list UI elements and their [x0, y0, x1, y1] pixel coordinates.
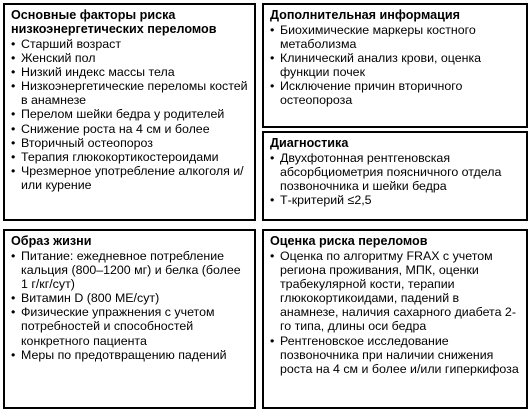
- list-item: • Клинический анализ крови, оценка функции почек: [270, 51, 520, 79]
- additional-info-box: [262, 3, 528, 128]
- fracture-risk-list: [270, 249, 520, 376]
- lifestyle-box: [3, 229, 256, 409]
- list-item: • Снижение роста на 4 см и более: [11, 122, 248, 136]
- list-item: • Старший возраст: [11, 37, 248, 51]
- additional-info-title: Дополнительная информация: [270, 8, 460, 22]
- lifestyle-list: [11, 249, 248, 362]
- list-item: • Питание: ежедневное потребление кальция (800–1200 мг) и белка (более 1 г/кг/сут): [11, 249, 248, 291]
- list-item: • Чрезмерное употребление алкоголя и/или курение: [11, 164, 248, 192]
- list-item: • Физические упражнения с учетом потребностей и способностей конкретного пациента: [11, 305, 248, 347]
- list-item: • Низкий индекс массы тела: [11, 65, 248, 79]
- list-item: • Низкоэнергетические переломы костей в анамнезе: [11, 79, 248, 107]
- list-item: • Женский пол: [11, 51, 248, 65]
- list-item: • Витамин D (800 МЕ/сут): [11, 291, 248, 305]
- additional-info-list: [270, 23, 520, 108]
- list-item: • Рентгеновское исследование позвоночника при наличии снижения роста на 4 см и более и/или гиперкифоза: [270, 334, 520, 376]
- fracture-risk-box: [262, 229, 528, 409]
- list-item: • Двухфотонная рентгеновская абсорбциометрия поясничного отдела позвоночника и шейки бедра: [270, 151, 520, 193]
- list-item: • Перелом шейки бедра у родителей: [11, 107, 248, 121]
- list-item: • Вторичный остеопороз: [11, 136, 248, 150]
- list-item: • Меры по предотвращению падений: [11, 348, 248, 362]
- list-item: • Терапия глюкокортикостероидами: [11, 150, 248, 164]
- diagnostics-box: [262, 131, 528, 221]
- risk-factors-box: [3, 3, 256, 221]
- fracture-risk-title: Оценка риска переломов: [270, 234, 428, 248]
- diagnostics-list: [270, 151, 520, 207]
- risk-factors-list: [11, 37, 248, 192]
- list-item: • Биохимические маркеры костного метаболизма: [270, 23, 520, 51]
- lifestyle-title: Образ жизни: [11, 234, 92, 248]
- risk-factors-title: Основные факторы риска низкоэнергетических переломов: [11, 8, 217, 36]
- list-item: • Т-критерий ≤2,5: [270, 193, 520, 207]
- list-item: • Оценка по алгоритму FRAX с учетом региона проживания, МПК, оценки трабекулярной кости, терапии глюкокортикоидами, падений в анамнезе, наличия сахарного диабета 2-го типа, длины оси бедра: [270, 249, 520, 334]
- list-item: • Исключение причин вторичного остеопороза: [270, 79, 520, 107]
- diagnostics-title: Диагностика: [270, 136, 349, 150]
